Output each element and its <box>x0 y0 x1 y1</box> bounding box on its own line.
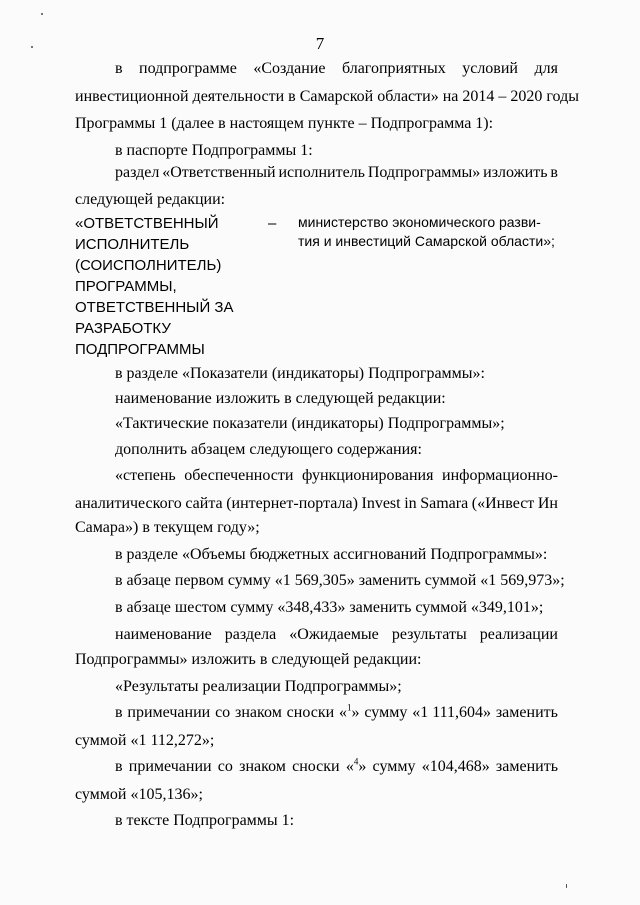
field-name-line: ПРОГРАММЫ, <box>75 278 177 295</box>
word: in <box>404 495 417 512</box>
passport-field-value <box>298 213 560 251</box>
word: условий <box>462 60 518 77</box>
word: «Ожидаемые <box>289 626 379 643</box>
paragraph-8-line-1 <box>115 466 558 486</box>
word: Invest <box>361 495 401 512</box>
paragraph-16: в тексте Подпрограммы 1: <box>115 812 295 829</box>
paragraph-9: в разделе «Объемы бюджетных ассигнований Подпрограммы»: <box>115 546 548 563</box>
field-value-line: министерство экономического разви- <box>298 214 541 230</box>
scan-speck <box>41 13 43 15</box>
word: Samara <box>420 495 469 512</box>
field-name-line: РАЗРАБОТКУ <box>75 320 171 337</box>
word: раздела <box>224 626 277 643</box>
footnote-reference <box>339 703 360 723</box>
paragraph-15-line-2: суммой «105,136»; <box>75 786 203 803</box>
word: аналитического <box>75 495 182 512</box>
quote-close: » <box>351 704 360 721</box>
word: подпрограмме <box>139 60 237 77</box>
paragraph-15-line-1 <box>115 757 558 777</box>
word: в <box>550 164 558 181</box>
paragraph-6: «Тактические показатели (индикаторы) Подпрограммы»; <box>115 415 505 432</box>
word: для <box>534 60 558 77</box>
field-name-line: ПОДПРОГРАММЫ <box>75 341 205 358</box>
word: исполнитель <box>278 164 365 181</box>
table-dash: – <box>268 215 277 232</box>
field-name-line: (СОИСПОЛНИТЕЛЬ) <box>75 257 222 274</box>
paragraph-11: в абзаце шестом сумму «348,433» заменить суммой «349,101»; <box>115 599 544 616</box>
paragraph-1-line-1 <box>115 59 558 79</box>
word: заменить <box>495 704 558 721</box>
word: в <box>115 704 123 721</box>
paragraph-14-line-2: суммой «1 112,272»; <box>75 732 215 749</box>
passport-field-name <box>75 213 260 360</box>
word: со <box>217 758 233 775</box>
word: «1 111,604» <box>412 704 491 721</box>
paragraph-10: в абзаце первом сумму «1 569,305» заменить суммой «1 569,973»; <box>115 572 565 589</box>
word: «Ответственный <box>162 164 276 181</box>
word: сайта <box>185 495 223 512</box>
word: знаком <box>239 758 286 775</box>
word: сумму <box>372 758 416 775</box>
word: знаком <box>235 704 282 721</box>
paragraph-3-line-1 <box>115 163 558 183</box>
word: («Инвест <box>471 495 535 512</box>
word: примечании <box>128 758 212 775</box>
word: обеспеченности <box>184 467 294 484</box>
footnote-number: 1 <box>347 702 352 713</box>
scan-speck <box>566 884 567 888</box>
word: «104,468» <box>421 758 490 775</box>
field-name-line: ИСПОЛНИТЕЛЬ <box>75 236 190 253</box>
word: «степень <box>115 467 176 484</box>
field-name-line: ОТВЕТСТВЕННЫЙ ЗА <box>75 299 234 316</box>
quote-close: » <box>358 758 367 775</box>
word: раздел <box>115 164 160 181</box>
word: сноски <box>292 758 340 775</box>
word: Ин <box>537 495 558 512</box>
field-name-line: «ОТВЕТСТВЕННЫЙ <box>75 215 219 232</box>
word: функционирования <box>301 467 434 484</box>
paragraph-1-line-2: инвестиционной деятельности в Самарской области» на 2014 – 2020 годы <box>75 88 579 105</box>
paragraph-4: в разделе «Показатели (индикаторы) Подпрограммы»: <box>115 365 485 382</box>
footnote-number: 4 <box>353 756 359 767</box>
word: примечании <box>127 704 211 721</box>
word: со <box>215 704 231 721</box>
word: благоприятных <box>341 60 446 77</box>
footnote-reference <box>346 757 367 777</box>
word: Подпрограммы» <box>367 164 481 181</box>
paragraph-12-line-2: Подпрограммы» изложить в следующей редакции: <box>75 651 422 668</box>
word: «Создание <box>253 60 326 77</box>
quote-open: « <box>345 758 354 775</box>
paragraph-8-line-3: Самара») в текущем году»; <box>75 519 260 536</box>
paragraph-13: «Результаты реализации Подпрограммы»; <box>115 678 402 695</box>
paragraph-5: наименование изложить в следующей редакции: <box>115 390 446 407</box>
paragraph-12-line-1 <box>115 625 558 645</box>
word: изложить <box>483 164 548 181</box>
word: реализации <box>479 626 558 643</box>
word: в <box>115 758 123 775</box>
paragraph-8-line-2 <box>75 494 558 514</box>
word: (интернет-портала) <box>226 495 358 512</box>
paragraph-1-line-3: Программы 1 (далее в настоящем пункте – Подпрограмма 1): <box>75 115 494 132</box>
word: информационно- <box>442 467 558 484</box>
field-value-line: тия и инвестиций Самарской области»; <box>298 233 555 249</box>
word: сноски <box>286 704 335 721</box>
page-number: 7 <box>315 34 325 53</box>
paragraph-2: в паспорте Подпрограммы 1: <box>115 142 313 159</box>
word: наименование <box>115 626 212 643</box>
paragraph-7: дополнить абзацем следующего содержания: <box>115 441 422 458</box>
paragraph-3-line-2: следующей редакции: <box>75 191 226 208</box>
paragraph-14-line-1 <box>115 703 558 723</box>
word: в <box>115 60 123 77</box>
quote-open: « <box>339 704 348 721</box>
word: результаты <box>391 626 467 643</box>
word: сумму <box>364 704 408 721</box>
word: заменить <box>495 758 558 775</box>
